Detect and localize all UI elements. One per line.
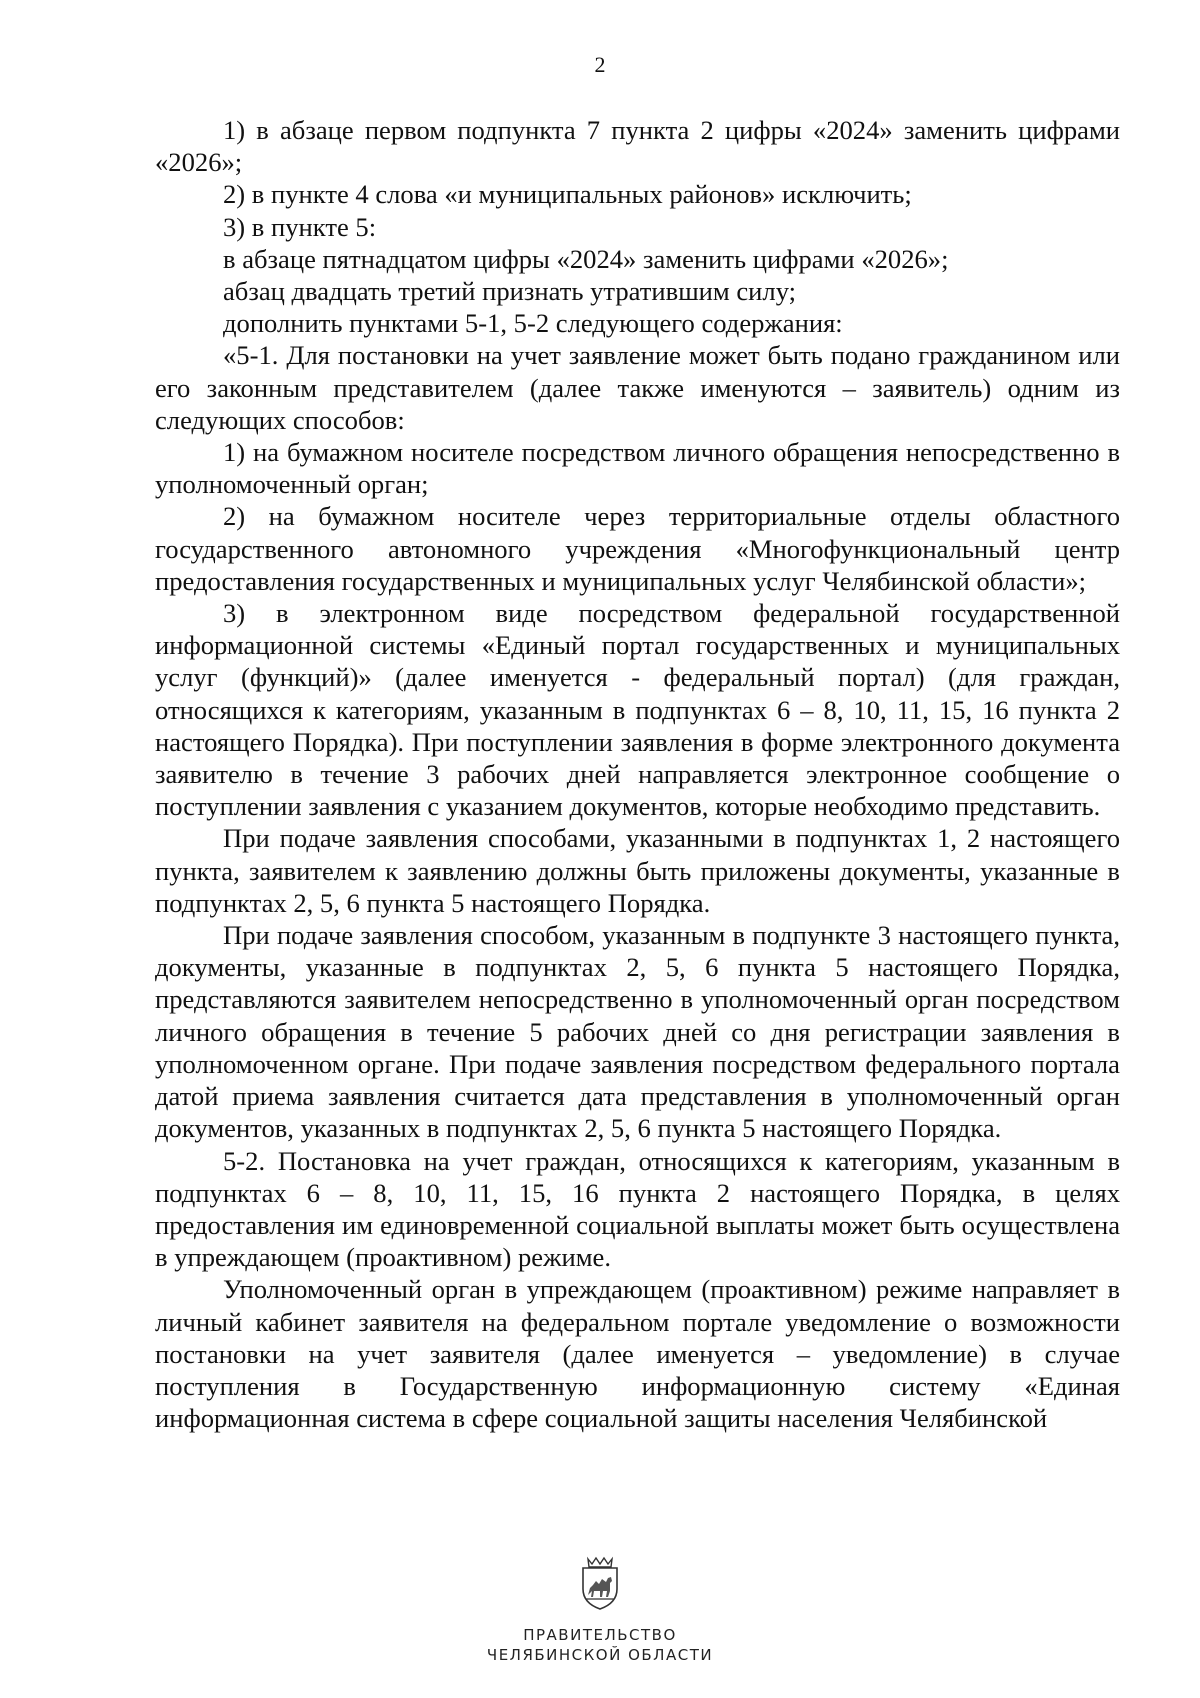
government-footer: [0, 1555, 1200, 1665]
paragraph: 5-2. Постановка на учет граждан, относящихся к категориям, указанным в подпунктах 6 – 8, 10, 11, 15, 16 пункта 2 настоящего Порядка, в целях предоставления им единовременной социальной выплаты может быть осуществлена в упреждающем (проактивном) режиме.: [155, 1145, 1120, 1273]
paragraph: 2) в пункте 4 слова «и муниципальных районов» исключить;: [223, 179, 912, 210]
chelyabinsk-coat-of-arms-icon: [575, 1555, 625, 1611]
paragraph: 3) в пункте 5:: [223, 211, 377, 242]
paragraph: в абзаце пятнадцатом цифры «2024» заменить цифрами «2026»;: [223, 243, 949, 274]
document-body: [155, 114, 1120, 1434]
paragraph: При подаче заявления способами, указанными в подпунктах 1, 2 настоящего пункта, заявителем к заявлению должны быть приложены документы, указанные в подпунктах 2, 5, 6 пункта 5 настоящего Порядка.: [155, 823, 1120, 918]
paragraph: 2) на бумажном носителе через территориальные отделы областного государственного автономного учреждения «Многофункциональный центр предоставления государственных и муниципальных услуг Челябинской области»;: [155, 501, 1120, 596]
paragraph: Уполномоченный орган в упреждающем (проактивном) режиме направляет в личный кабинет заявителя на федеральном портале уведомление о возможности постановки на учет заявителя (далее именуется – уведомление) в случае поступления в Государственную информационную систему «Единая информационная система в сфере социальной защиты населения Челябинской: [155, 1274, 1120, 1434]
footer-government-title: ПРАВИТЕЛЬСТВО: [523, 1626, 677, 1644]
paragraph: 3) в электронном виде посредством федеральной государственной информационной системы «Единый портал государственных и муниципальных услуг (функций)» (далее именуется - федеральный портал) (для граждан, относящихся к категориям, указанным в подпунктах 6 – 8, 10, 11, 15, 16 пункта 2 настоящего Порядка). При поступлении заявления в форме электронного документа заявителю в течение 3 рабочих дней направляется электронное сообщение о поступлении заявления с указанием документов, которые необходимо представить.: [155, 598, 1120, 822]
paragraph: «5-1. Для постановки на учет заявление может быть подано гражданином или его законным представителем (далее также именуются – заявитель) одним из следующих способов:: [155, 340, 1120, 435]
paragraph: дополнить пунктами 5-1, 5-2 следующего содержания:: [223, 308, 843, 339]
paragraph: 1) на бумажном носителе посредством личного обращения непосредственно в уполномоченный орган;: [155, 437, 1120, 500]
paragraph: абзац двадцать третий признать утратившим силу;: [223, 276, 797, 307]
page-number: 2: [594, 52, 606, 77]
footer-region-title: ЧЕЛЯБИНСКОЙ ОБЛАСТИ: [486, 1646, 714, 1664]
paragraph: При подаче заявления способом, указанным в подпункте 3 настоящего пункта, документы, указанные в подпунктах 2, 5, 6 пункта 5 настоящего Порядка, представляются заявителем непосредственно в уполномоченный орган посредством личного обращения в течение 5 рабочих дней со дня регистрации заявления в уполномоченном органе. При подаче заявления посредством федерального портала датой приема заявления считается дата представления в уполномоченный орган документов, указанных в подпунктах 2, 5, 6 пункта 5 настоящего Порядка.: [155, 920, 1120, 1144]
paragraph: 1) в абзаце первом подпункта 7 пункта 2 цифры «2024» заменить цифрами «2026»;: [155, 115, 1120, 178]
